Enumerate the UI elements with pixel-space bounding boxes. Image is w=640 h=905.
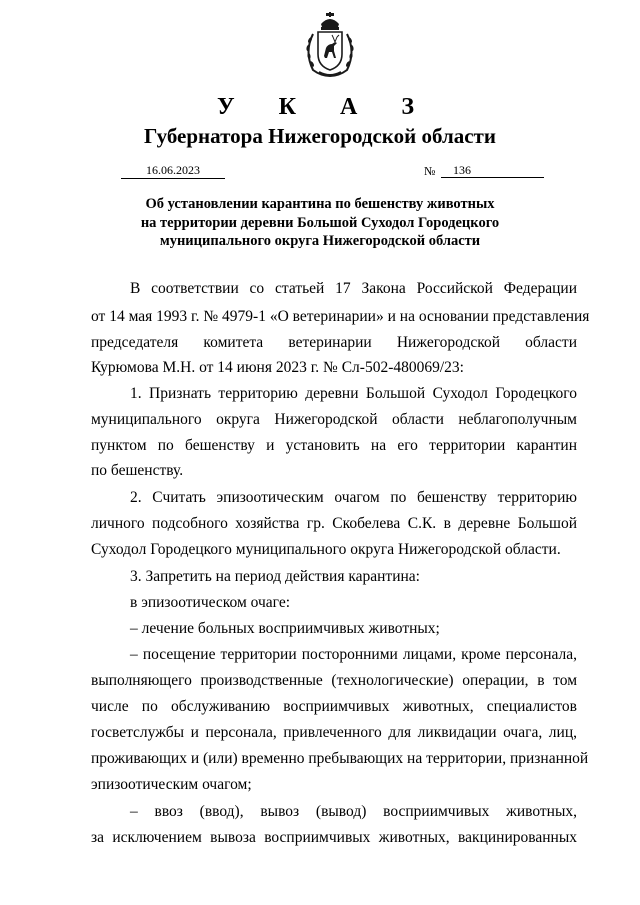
paragraph-line: муниципального округа Нижегородской области неблагополучным [91, 411, 577, 428]
heading-line: на территории деревни Большой Суходол Городецкого [140, 214, 500, 231]
paragraph-line: пунктом по бешенству и установить на его территории карантин [91, 437, 577, 454]
paragraph-line: 1. Признать территорию деревни Большой Суходол Городецкого [130, 385, 577, 402]
paragraph-line: 3. Запретить на период действия карантина: [130, 568, 420, 585]
paragraph-line: Курюмова М.Н. от 14 июня 2023 г. № Сл-502-480069/23: [91, 359, 464, 376]
paragraph-line: В соответствии со статьей 17 Закона Российской Федерации [130, 280, 577, 297]
paragraph-line: проживающих и (или) временно пребывающих на территории, признанной [91, 750, 589, 767]
paragraph-line: председателя комитета ветеринарии Нижегородской области [91, 334, 577, 351]
decree-heading [0, 195, 640, 251]
paragraph-line: госветслужбы и персонала, привлеченного для ликвидации очага, лиц, [91, 724, 577, 741]
paragraph-line: эпизоотическим очагом; [91, 776, 252, 793]
paragraph-line: 2. Считать эпизоотическим очагом по бешенству территорию [130, 489, 577, 506]
paragraph-line: за исключением вывоза восприимчивых животных, вакцинированных [91, 829, 577, 846]
document-date: 16.06.2023 [121, 162, 225, 179]
paragraph-line: – лечение больных восприимчивых животных; [130, 620, 440, 637]
paragraph-line: от 14 мая 1993 г. № 4979-1 «О ветеринарии» и на основании представления [91, 308, 590, 325]
paragraph-line: – ввоз (ввод), вывоз (вывод) восприимчивых животных, [130, 803, 577, 820]
number-sign: № [424, 164, 436, 178]
paragraph-line: в эпизоотическом очаге: [130, 594, 291, 611]
paragraph-line: – посещение территории посторонними лицами, кроме персонала, [130, 646, 577, 663]
document-subtitle: Губернатора Нижегородской области [144, 124, 496, 148]
paragraph-line: выполняющего производственные (технологические) операции, в том [91, 672, 577, 689]
paragraph-line: личного подсобного хозяйства гр. Скобелева С.К. в деревне Большой [91, 515, 577, 532]
coat-of-arms-emblem [299, 12, 361, 80]
document-number: 136 [441, 162, 544, 178]
paragraph-line: числе по обслуживанию восприимчивых животных, специалистов [91, 698, 577, 715]
document-title: У К А З [216, 94, 433, 120]
heading-line: муниципального округа Нижегородской области [159, 233, 481, 249]
paragraph-line: по бешенству. [91, 462, 184, 479]
heading-line: Об установлении карантина по бешенству животных [145, 196, 495, 212]
paragraph-line: Суходол Городецкого муниципального округа Нижегородской области. [91, 541, 561, 558]
